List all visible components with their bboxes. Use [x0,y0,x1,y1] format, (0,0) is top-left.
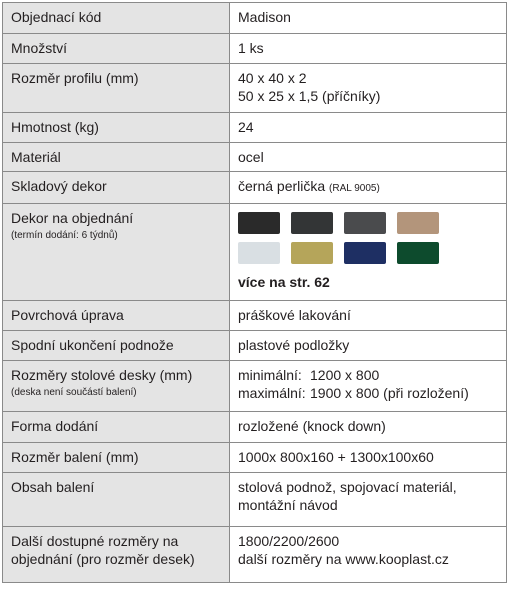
gold-swatch [291,242,333,264]
spec-table [2,2,507,583]
order-code-value: Madison [230,3,507,34]
package-value: 1000x 800x160 + 1300x100x60 [230,443,507,473]
desk-size-note: (deska není součástí balení) [11,387,137,398]
order-decor-label-cell [3,204,230,301]
stock-decor-text: černá perlička [238,178,326,194]
desk-size-min [238,366,498,384]
other-sizes-web: další rozměry na www.kooplast.cz [238,551,449,567]
row-order-decor [3,204,507,301]
row-material [3,143,507,172]
order-decor-note: (termín dodání: 6 týdnů) [11,230,118,241]
weight-value: 24 [230,113,507,143]
feet-label: Spodní ukončení podnože [3,331,230,361]
order-decor-label: Dekor na objednání [11,210,134,226]
max-value: 1900 x 800 (při rozložení) [310,385,469,401]
stock-decor-label: Skladový dekor [3,172,230,204]
order-code-label: Objednací kód [3,3,230,34]
row-stock-decor [3,172,507,204]
other-sizes-label-1: Další dostupné rozměry na [11,533,179,549]
package-label: Rozměr balení (mm) [3,443,230,473]
contents-line-2: montážní návod [238,497,338,513]
row-profile [3,64,507,113]
quantity-label: Množství [3,34,230,64]
desk-size-value [230,361,507,412]
row-feet [3,331,507,361]
profile-main: 40 x 40 x 2 [238,70,307,86]
row-quantity [3,34,507,64]
min-value: 1200 x 800 [310,367,380,383]
stock-decor-value [230,172,507,204]
stock-decor-ral: (RAL 9005) [329,183,380,194]
desk-size-label: Rozměry stolové desky (mm) [11,367,193,383]
weight-label: Hmotnost (kg) [3,113,230,143]
contents-line-1: stolová podnož, spojovací materiál, [238,479,457,495]
material-value: ocel [230,143,507,172]
other-sizes-label-cell [3,527,230,583]
dark-green-swatch [397,242,439,264]
feet-value: plastové podložky [230,331,507,361]
row-package [3,443,507,473]
finish-label: Povrchová úprava [3,301,230,331]
profile-label: Rozměr profilu (mm) [3,64,230,113]
delivery-value: rozložené (knock down) [230,412,507,443]
max-label: maximální: [238,385,306,401]
row-desk-size [3,361,507,412]
black-textured-swatch [238,212,280,234]
contents-value [230,473,507,527]
row-order-code [3,3,507,34]
finish-value: práškové lakování [230,301,507,331]
row-delivery [3,412,507,443]
profile-value [230,64,507,113]
quantity-value: 1 ks [230,34,507,64]
row-weight [3,113,507,143]
row-finish [3,301,507,331]
order-decor-value [230,204,507,301]
desk-size-max [238,384,498,402]
desk-size-label-cell [3,361,230,412]
other-sizes-value [230,527,507,583]
contents-label: Obsah balení [3,473,230,527]
navy-blue-swatch [344,242,386,264]
more-decors-link: více na str. 62 [238,274,330,290]
other-sizes-list: 1800/2200/2600 [238,533,340,549]
min-label: minimální: [238,367,302,383]
light-grey-swatch [238,242,280,264]
profile-cross: 50 x 25 x 1,5 (příčníky) [238,88,381,104]
row-contents [3,473,507,527]
row-other-sizes [3,527,507,583]
bronze-swatch [397,212,439,234]
other-sizes-label-2: objednání (pro rozměr desek) [11,551,195,567]
dark-grey-swatch [344,212,386,234]
delivery-label: Forma dodání [3,412,230,443]
decor-swatch-grid [238,212,498,264]
anthracite-swatch [291,212,333,234]
material-label: Materiál [3,143,230,172]
